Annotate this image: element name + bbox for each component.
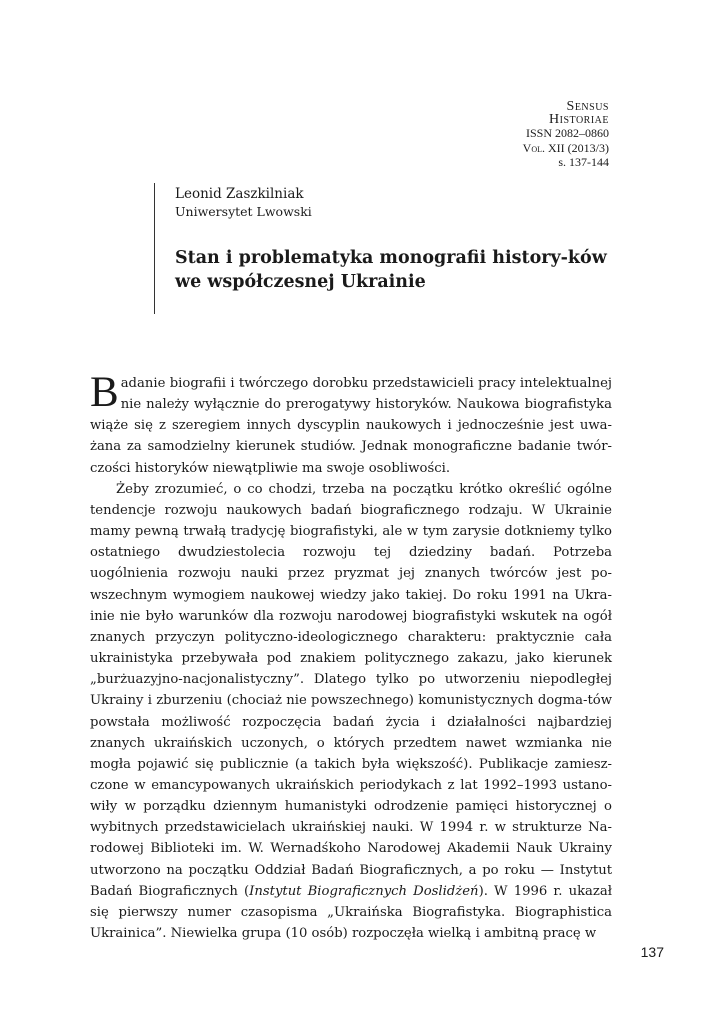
journal-volume: Vol. XII (2013/3) [522, 140, 609, 155]
journal-header [449, 100, 609, 170]
paragraph-2-text-a: Żeby zrozumieć, o co chodzi, trzeba na początku krótko określić ogólne tendencje rozwoju naukowych badań biograficznego rodzaju. W Ukrainie mamy pewną trwałą tradycję biografistyki, ale w tym zarysie dotkniemy tylko ostatniego dwudziestolecia rozwoju tej dziedziny badań. Potrzeba uogólnienia rozwoju nauki przez pryzmat jej znanych twórców jest po-wszechnym wymogiem naukowej wiedzy jako takiej. Do roku 1991 na Ukra-inie nie było warunków dla rozwoju narodowej biografistyki wskutek na ogół znanych przyczyn polityczno-ideologicznego charakteru: praktycznie cała ukrainistyka przebywała pod znakiem politycznego zakazu, jako kierunek „burżuazyjno-nacjonalistyczny”. Dlatego tylko po utworzeniu niepodległej Ukrainy i zburzeniu (chociaż nie powszechnego) komunistycznych dogma-tów powstała możliwość rozpoczęcia badań życia i działalności najbardziej znanych ukraińskich uczonych, o których przedtem nawet wzmianka nie mogła pojawić się publicznie (a takich była większość). Publikacje zamiesz-czone w emancypowanych ukraińskich periodykach z lat 1992–1993 ustano-wiły w porządku dziennym humanistyki odrodzenie pamięci historycznej o wybitnych przedstawicielach ukraińskiej nauki. W 1994 r. w strukturze Na-rodowej Biblioteki im. W. Wernadśkoho Narodowej Akademii Nauk Ukrainy utworzono na początku Oddział Badań Biograficznych, a po roku — Instytut Badań Biograficznych ( [90, 481, 612, 899]
article-title: Stan i problematyka monografii history-ków we współczesnej Ukrainie [175, 248, 607, 292]
drop-cap: B [90, 369, 119, 416]
page-number: 137 [640, 944, 664, 960]
journal-name-line1: Sensus [566, 99, 609, 114]
article-body [90, 369, 613, 944]
paragraph-2-text-b: ). W 1996 r. ukazał się pierwszy numer czasopisma „Ukraińska Biografistyka. Biographistica Ukrainica”. Niewielka grupa (10 osób) rozpoczęła wielką i ambitną pracę w [90, 883, 613, 942]
journal-pages: s. 137-144 [558, 155, 609, 169]
paragraph-2 [90, 479, 612, 944]
journal-name-line2: Historiae [549, 112, 609, 127]
paragraph-1 [90, 369, 612, 479]
paragraph-1-text: adanie biografii i twórczego dorobku przedstawicieli pracy intelektualnej nie należy wyłącznie do prerogatywy historyków. Naukowa biografistyka wiąże się z szeregiem innych dyscyplin naukowych i jednocześnie jest uwa-żana za samodzielny kierunek studiów. Jednak monograficzne badanie twór-czości historyków niewątpliwie ma swoje osobliwości. [90, 376, 612, 476]
author-affiliation: Uniwersytet Lwowski [175, 204, 312, 219]
article-header [154, 183, 625, 314]
paragraph-2-italic: Instytut Biograficznych Doslidżeń [249, 883, 479, 899]
author-name: Leonid Zaszkilniak [175, 186, 304, 202]
journal-issn: ISSN 2082–0860 [525, 126, 609, 140]
